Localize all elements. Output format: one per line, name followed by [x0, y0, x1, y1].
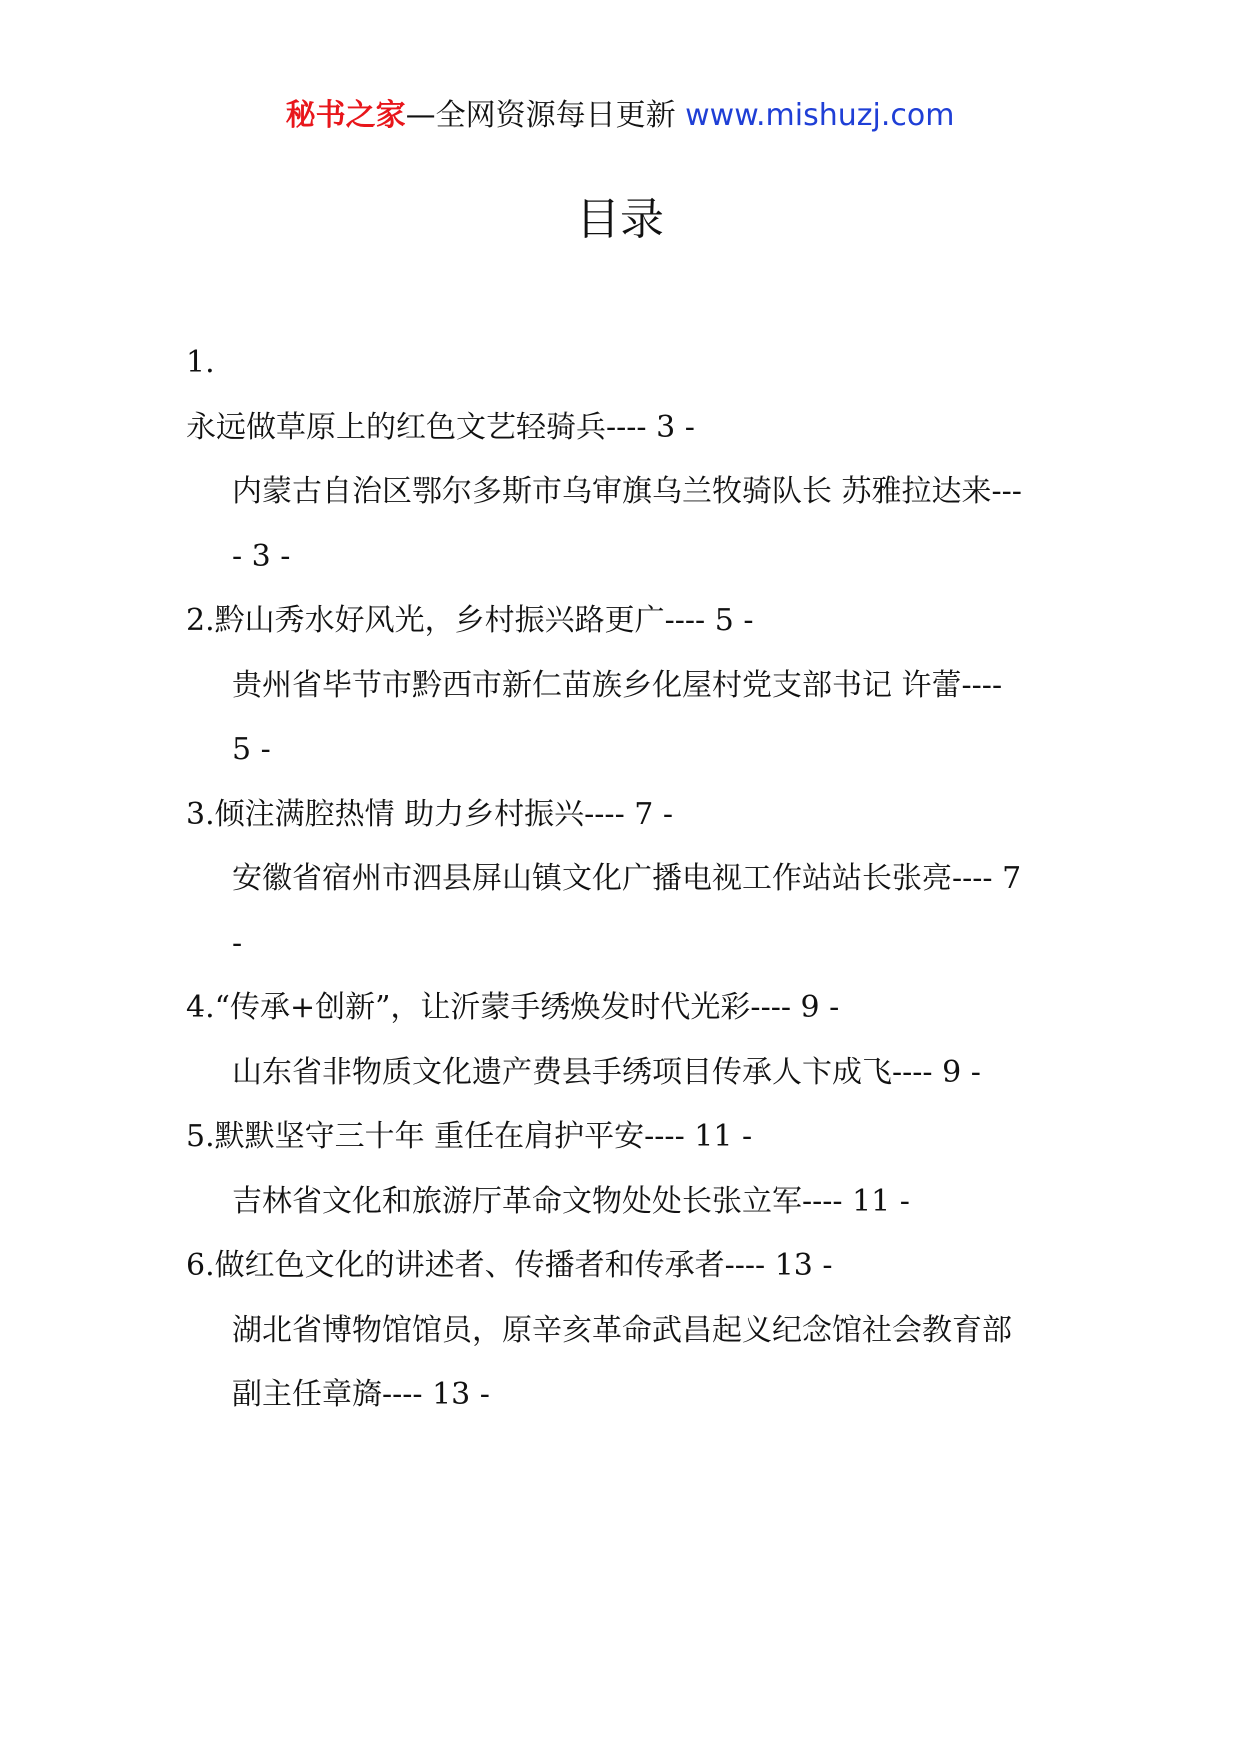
toc-entry-number: 4.: [186, 990, 215, 1025]
toc-entry-subtitle[interactable]: 安徽省宿州市泗县屏山镇文化广播电视工作站站长张亮---- 7 -: [232, 861, 1022, 961]
toc-entry-title: 倾注满腔热情 助力乡村振兴---- 7 -: [214, 796, 674, 832]
toc-entry-number: 3.: [186, 796, 215, 832]
toc-entry-title: 默默坚守三十年 重任在肩护平安---- 11 -: [214, 1119, 753, 1154]
toc-entry-number: 6.: [186, 1248, 215, 1283]
toc-entry-number: 5.: [186, 1119, 215, 1154]
toc-entry[interactable]: [186, 1234, 1066, 1299]
toc-entry[interactable]: [186, 783, 1066, 848]
toc-entry-title[interactable]: 永远做草原上的红色文艺轻骑兵---- 3 -: [186, 409, 695, 445]
toc-entry-subtitle[interactable]: 内蒙古自治区鄂尔多斯市乌审旗乌兰牧骑队长 苏雅拉达来---- 3 -: [232, 474, 1022, 574]
site-url-link[interactable]: www.mishuzj.com: [685, 98, 955, 133]
toc-entry-subtitle[interactable]: 湖北省博物馆馆员，原辛亥革命武昌起义纪念馆社会教育部副主任章旖---- 13 -: [232, 1312, 1012, 1412]
toc-entry[interactable]: [186, 976, 1066, 1041]
site-header: [0, 96, 1240, 136]
toc-entry[interactable]: [186, 589, 1066, 654]
toc-entry[interactable]: [186, 1105, 1066, 1170]
site-slogan: —全网资源每日更新: [405, 98, 676, 133]
toc-entry-subtitle[interactable]: 吉林省文化和旅游厅革命文物处处长张立军---- 11 -: [232, 1183, 910, 1219]
toc-entry-title: 做红色文化的讲述者、传播者和传承者---- 13 -: [214, 1248, 833, 1283]
toc-entry-title: “传承+创新”，让沂蒙手绣焕发时代光彩---- 9 -: [214, 990, 840, 1025]
toc-entry-number: 1.: [186, 345, 215, 380]
toc-entry-subtitle[interactable]: 贵州省毕节市黔西市新仁苗族乡化屋村党支部书记 许蕾---- 5 -: [232, 667, 1003, 767]
page-title: 目录: [576, 194, 664, 245]
toc-entry-number: 2.: [186, 603, 215, 638]
toc-entry-title: 黔山秀水好风光，乡村振兴路更广---- 5 -: [214, 603, 754, 638]
brand-name: 秘书之家: [285, 98, 406, 133]
toc-entry-subtitle[interactable]: 山东省非物质文化遗产费县手绣项目传承人卞成飞---- 9 -: [232, 1054, 981, 1090]
table-of-contents: [186, 331, 1066, 1428]
